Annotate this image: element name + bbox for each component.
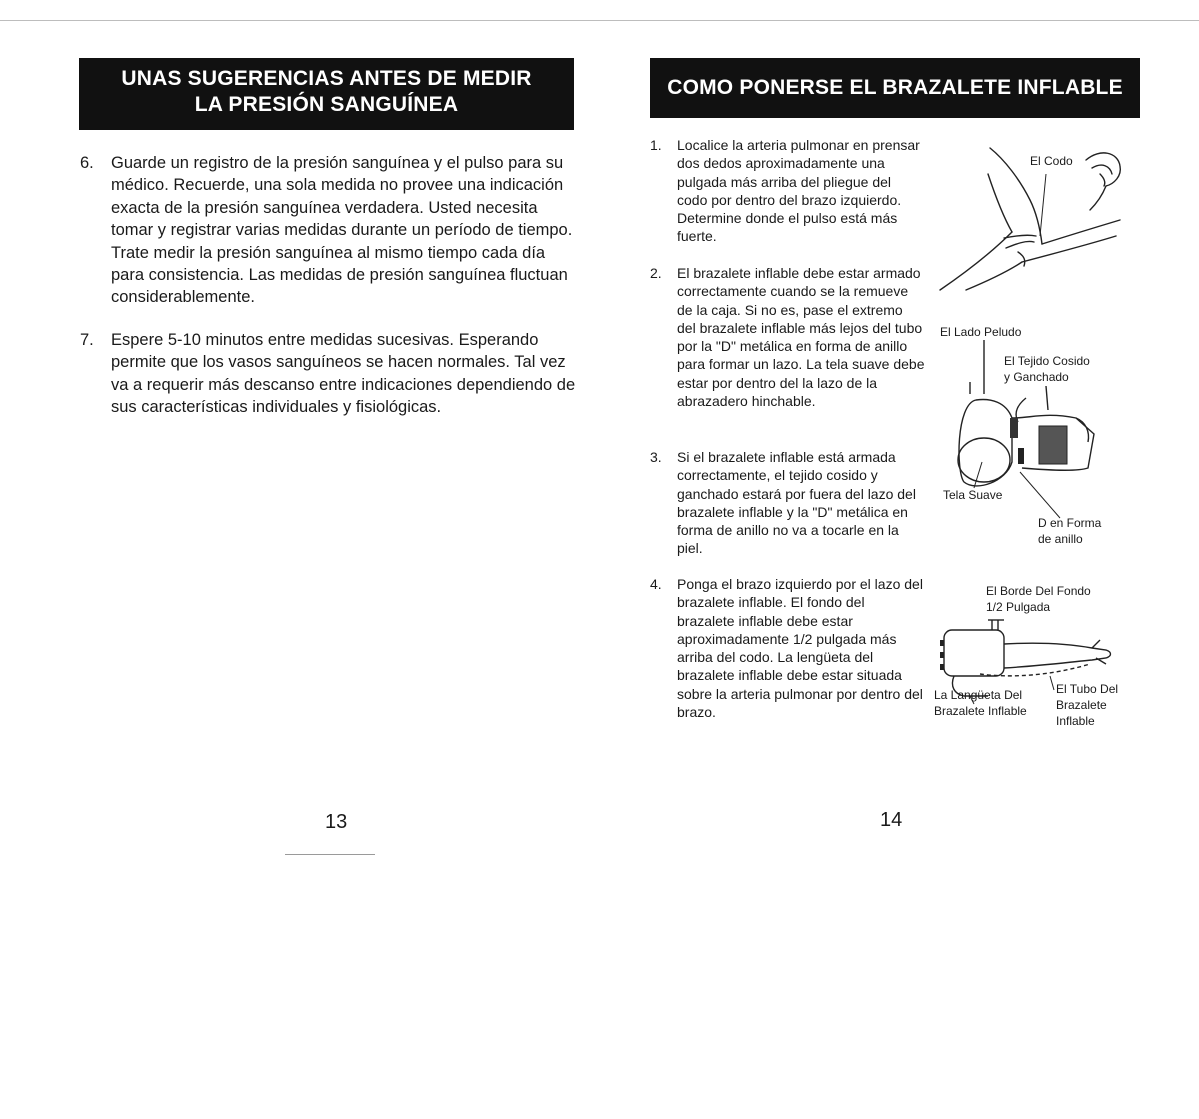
step-text: Ponga el brazo izquierdo por el lazo del brazalete inflable. El fondo del brazalete inflable debe estar aproximadamente 1/2 pulgada más arriba del codo. La lengüeta del brazalete inflable debe estar situada sobre la arteria pulmonar por dentro del brazo. — [677, 576, 923, 721]
label-hook-loop-1: El Tejido Cosido — [1004, 354, 1090, 368]
page-number-left: 13 — [325, 811, 348, 833]
step-item-3 — [650, 448, 925, 558]
label-tab-2: Brazalete Inflable — [934, 704, 1027, 718]
tip-item-6 — [80, 152, 580, 309]
label-bottom-edge-1: El Borde Del Fondo — [986, 584, 1091, 598]
step-item-2 — [650, 264, 925, 410]
scan-mark — [285, 854, 375, 855]
label-tube-2: Brazalete — [1056, 698, 1107, 712]
step-item-1 — [650, 136, 925, 246]
figure-elbow — [930, 140, 1130, 300]
label-tube-1: El Tubo Del — [1056, 682, 1119, 696]
step-item-4 — [650, 575, 925, 721]
step-text: Localice la arteria pulmonar en prensar dos dedos aproximadamente una pulgada más arriba del pliegue del codo por dentro del brazo izquierdo. Determine donde el pulso está más fuerte. — [677, 137, 920, 245]
step-number: 4. — [650, 576, 662, 592]
tips-list — [80, 152, 580, 438]
tip-text: Guarde un registro de la presión sanguínea y el pulso para su médico. Recuerde, una sola medida no provee una indicación exacta de la presión sanguínea verdadera. Usted necesita tomar y registrar varias medidas durante un período de tiempo. Trate medir la presión sanguínea al mismo tiempo cada día para consistencia. Las medidas de presión sanguínea fluctuan considerablemente. — [111, 154, 573, 307]
left-header-line-1: UNAS SUGERENCIAS ANTES DE MEDIR — [121, 67, 532, 90]
tip-number: 6. — [80, 154, 94, 172]
tip-number: 7. — [80, 330, 94, 349]
tip-text: Espere 5-10 minutos entre medidas sucesivas. Esperando permite que los vasos sanguíneos se hacen normales. Tal vez va a requerir más descanso entre indicaciones dependiendo de sus características individuales y fisiológicas. — [111, 330, 576, 417]
label-soft-cloth: Tela Suave — [943, 488, 1003, 502]
label-hook-loop-2: y Ganchado — [1004, 370, 1069, 384]
left-header — [79, 58, 574, 130]
label-elbow: El Codo — [1030, 154, 1073, 168]
step-text: Si el brazalete inflable está armada correctamente, el tejido cosido y ganchado estará por fuera del lazo del brazalete inflable y la "D" metálica en forma de anillo no va a tocarle en la piel. — [677, 449, 916, 557]
label-hairy-side: El Lado Peludo — [940, 325, 1022, 339]
step-number: 2. — [650, 265, 662, 281]
page-number-right: 14 — [880, 809, 903, 831]
step-number: 1. — [650, 137, 662, 153]
figure-cuff-on-arm — [930, 584, 1130, 734]
figure-cuff — [936, 322, 1136, 554]
right-page — [600, 0, 1199, 1119]
left-header-line-2: LA PRESIÓN SANGUÍNEA — [194, 93, 459, 116]
tip-item-7 — [80, 329, 580, 419]
right-header: COMO PONERSE EL BRAZALETE INFLABLE — [650, 58, 1140, 118]
cuff-loop-illustration — [936, 322, 1136, 554]
step-number: 3. — [650, 449, 662, 465]
label-d-ring-1: D en Forma — [1038, 516, 1102, 530]
step-text: El brazalete inflable debe estar armado correctamente cuando se la remueve de la caja. Si no es, pase el extremo del brazalete inflable más lejos del tubo por la "D" metálica en forma de anillo para formar un lazo. La tela suave debe estar por dentro del la lazo de la abrazadero hinchable. — [677, 265, 925, 410]
label-tab-1: La Langüeta Del — [934, 688, 1023, 702]
label-bottom-edge-2: 1/2 Pulgada — [986, 600, 1051, 614]
label-tube-3: Inflable — [1056, 714, 1095, 728]
label-d-ring-2: de anillo — [1038, 532, 1083, 546]
